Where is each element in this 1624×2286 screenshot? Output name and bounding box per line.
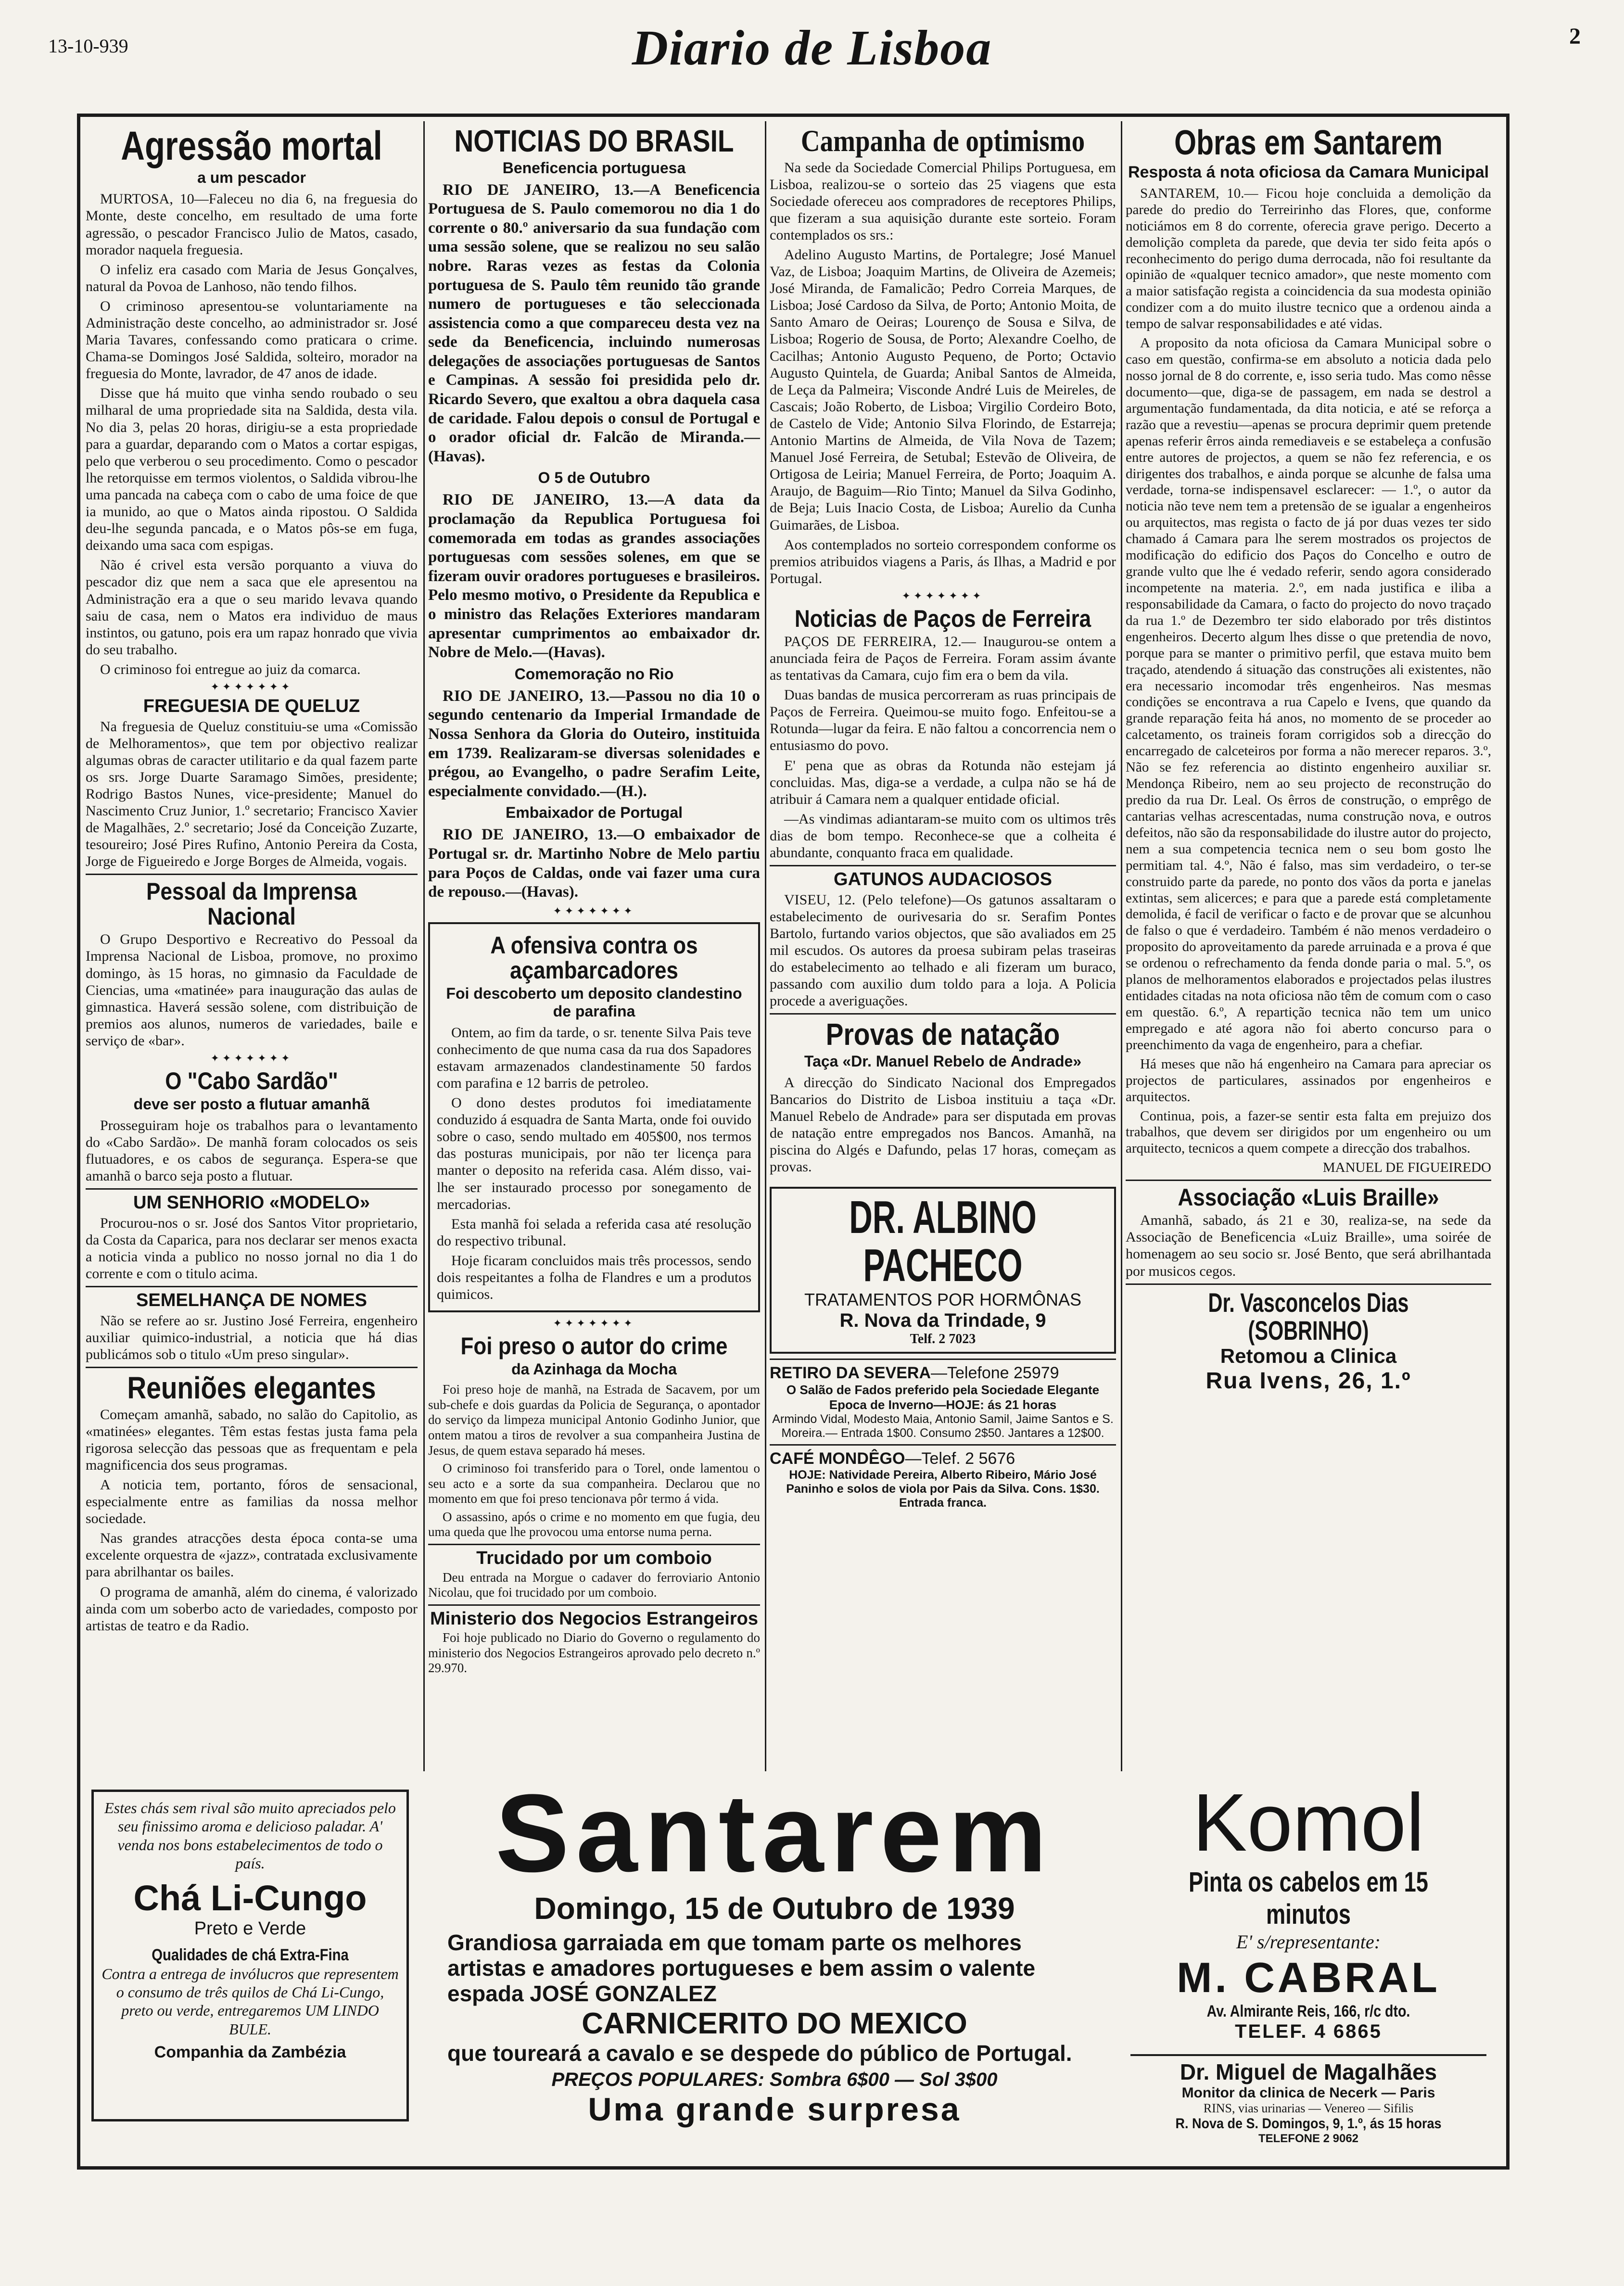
paragraph: Esta manhã foi selada a referida casa até resolução do respectivo tribunal. xyxy=(437,1216,751,1249)
headline: FREGUESIA DE QUELUZ xyxy=(143,696,360,716)
column-rule xyxy=(1121,121,1122,1771)
column-2 xyxy=(428,121,760,1805)
headline: GATUNOS AUDACIOSOS xyxy=(834,869,1052,890)
ad-line: E' s/representante: xyxy=(1236,1930,1381,1953)
ad-albino-pacheco xyxy=(770,1187,1116,1354)
paragraph: Continua, pois, a fazer-se sentir esta falta em prejuizo dos trabalhos, que devem ser dirigidos por um engenheiro ou um arquitecto, tecnicos a quem compete a direcção dos trabalhos. xyxy=(1126,1108,1491,1156)
paragraph: O infeliz era casado com Maria de Jesus Gonçalves, natural da Povoa de Lanhoso, não tendo filhos. xyxy=(86,261,418,294)
paragraph: PAÇOS DE FERREIRA, 12.— Inaugurou-se ontem a anunciada feira de Paços de Ferreira. Foram assim ávante as tentativas da Camara, cujo fim era o bem da vila. xyxy=(770,633,1116,684)
headline: Ministerio dos Negocios Estrangeiros xyxy=(430,1608,759,1629)
subheadline: Beneficencia portuguesa xyxy=(502,159,686,177)
ad-line: HOJE: Natividade Pereira, Alberto Ribeiro, Mário José Paninho e solos de viola por Pais da Silva. Cons. 1$30. Entrada franca. xyxy=(786,1468,1100,1510)
page-number: 2 xyxy=(1569,24,1581,49)
subheadline: Foi descoberto um deposito clandestino de parafina xyxy=(446,984,742,1020)
ad-headline: Dr. Miguel de Magalhães xyxy=(1180,2059,1437,2084)
headline: Pessoal da Imprensa Nacional xyxy=(146,878,357,930)
ad-line: RINS, vias urinarias — Venereo — Sifilis xyxy=(1203,2101,1414,2115)
ad-santarem-garraiada xyxy=(433,1775,1116,2160)
headline: Agressão mortal xyxy=(121,123,382,168)
newspaper-title: Diario de Lisboa xyxy=(632,20,992,76)
article-braille xyxy=(1126,1185,1491,1279)
ad-line: Contra a entrega de invólucros que representem o consumo de três quilos de Chá Li-Cungo, preto ou verde, entregaremos UM LINDO BULE. xyxy=(102,1965,399,2038)
ad-retiro-severa xyxy=(770,1364,1116,1440)
paragraph: Nas grandes atracções desta época conta-se uma excelente orquestra de «jazz», contratada exclusivamente para abrilhantar os bailes. xyxy=(86,1530,418,1580)
headline: Foi preso o autor do crime xyxy=(460,1333,728,1360)
article-ofensiva xyxy=(428,922,760,1313)
divider xyxy=(86,1188,418,1190)
ad-headline: Santarem xyxy=(495,1775,1054,1895)
paragraph: O programa de amanhã, além do cinema, é valorizado ainda com um soberbo acto de variedades, composto por artistas de teatro e da Radio. xyxy=(86,1584,418,1634)
article-ministerio xyxy=(428,1610,760,1676)
headline: Associação «Luis Braille» xyxy=(1178,1184,1439,1211)
paragraph: Começam amanhã, sabado, no salão do Capitolio, as «matinées» elegantes. Têm estas festas justa fama pela rigorosa selecção das pessoas que as frequentam e pela magnificencia dos seus programas. xyxy=(86,1406,418,1473)
column-3 xyxy=(770,121,1116,1805)
article-reunioes xyxy=(86,1372,418,1634)
ad-prices: PREÇOS POPULARES: Sombra 6$00 — Sol 3$00 xyxy=(551,2069,998,2090)
paragraph: A noticia tem, portanto, fóros de sensacional, especialmente entre as familias da nossa melhor sociedade. xyxy=(86,1476,418,1527)
signature: MANUEL DE FIGUEIREDO xyxy=(1322,1160,1491,1176)
paragraph: Aos contemplados no sorteio correspondem conforme os premios atribuidos viagens a Paris, ás Ilhas, a Madrid e por Portugal. xyxy=(770,536,1116,586)
paragraph: MURTOSA, 10—Faleceu no dia 6, na freguesia do Monte, deste concelho, em resultado de uma forte agressão, o pescador Francisco Julio de Matos, casado, morador naquela freguesia. xyxy=(86,191,418,258)
divider xyxy=(770,1444,1116,1446)
article-queluz xyxy=(86,697,418,870)
paragraph: Hoje ficaram concluidos mais três processos, sendo dois respeitantes a folha de Flandres e um a produtos quimicos. xyxy=(437,1252,751,1303)
divider xyxy=(1126,1180,1491,1181)
divider xyxy=(86,874,418,875)
article-obras xyxy=(1126,125,1491,1176)
ad-agent: M. CABRAL xyxy=(1177,1953,1440,2001)
headline: NOTICIAS DO BRASIL xyxy=(454,124,734,158)
headline: Provas de natação xyxy=(825,1017,1060,1052)
paragraph: Procurou-nos o sr. José dos Santos Vitor proprietario, da Costa da Caparica, para nos declarar ser menos exacta a noticia vinda a publico no nosso jornal no dia 1 do corrente e com o titulo acima. xyxy=(86,1215,418,1282)
article-gatunos xyxy=(770,870,1116,1009)
divider xyxy=(770,1359,1116,1360)
column-rule xyxy=(765,121,766,1771)
ad-phone: —Telefone 25979 xyxy=(931,1364,1059,1383)
ornament-divider: ✦✦✦✦✦✦✦ xyxy=(210,680,293,693)
ad-line: Qualidades de chá Extra-Fina xyxy=(152,1945,349,1964)
paragraph: Na sede da Sociedade Comercial Philips Portuguesa, em Lisboa, realizou-se o sorteio das 25 viagens que esta Sociedade ofereceu aos compradores de receptores Philips, que fizeram a sua aquisição durante este sorteio. Foram contemplados os srs.: xyxy=(770,159,1116,243)
headline: Reuniões elegantes xyxy=(127,1371,376,1406)
paragraph: A proposito da nota oficiosa da Camara Municipal sobre o caso em questão, confirma-se em absoluto a noticia dada pelo nosso jornal de 8 do corrente, e, isso seria tudo. Mas como nêsse documento—que, diga-se de passagem, em nada se destrol a argumentação fundamentada, da dita noticia, e até se reforça a razão que a revestiu—apenas se procura deprimir quem pretende apenas referir êrros ainda remediaveis e se estabeleça a confusão entre autores de projectos, a quem se não fez referencia, e os dirigentes dos trabalhos, e ainda porque se alcunhe de falsa uma verdade, torna-se indispensavel esclarecer: — 1.º, o autor da noticia não teve nem tem a pretensão de se igualar a engenheiros ou arquitectos, mas regista o facto de já por duas vezes ter sido chamado á Camara para lhe serem mostrados os projectos de modificação do edificio dos Paços do Concelho e outro de grande vulto que lhe é vedado referir, sendo agora considerado incompetente na materia. 2.º, em nada justifica e iliba a responsabilidade da Camara, o facto do projecto do novo traçado da rua 1.º de Dezembro ter sido elaborado por três distintos engenheiros. Decerto algum lhes disse o que pretendia de novo, porque para se manter o primitivo perfil, que estava muito bem traçado, atendendo á situação das construções ali existentes, não era necessario incomodar três engenheiros. Nas mesmas condições se encontrava a rua Capelo e Ivens, que quando da grande reparação feita há anos, no momento de se proceder ao calcetamento, os traineis foram corrigidos sob a direcção do encarregado de calceteiros por forma a não merecer reparos. 3.º, Não se fez referencia ao distinto engenheiro auxiliar sr. Mendonça Ribeiro, nem ao seu projecto de reconstrução do predio da rua Dr. Leal. Os êrros de construção, o emprêgo de cantarias velhas acrescentadas, numa construção nova, e outros defeitos, não são da responsabilidade do ilustre autor do projecto, nem a sua competencia tecnica nem o seu bom gosto lhe permitiam tal. 4.º, Não é falso, mas sim verdadeiro, o ter-se construido parte da parede, no ponto dos vãos da porta e janelas extintas, sem alicerces; e para que a parede está completamente demolida, é facil de verificar o facto e de provar que se alcunhou de falso o que é verdadeiro. Também é não menos verdadeiro o proposito do aproveitamento da parede arruinada e a prova é que se ordenou o refrechamento da fenda donde paria o mal. 5.º, os planos de melhoramentos elaborados e projectados pelas ilustres entidades citadas na nota oficiosa não têm de comum com o caso em questão. 6.º, A repartição tecnica não tem um unico empregado e até agora não foi aberto concurso para o preenchimento da vaga de engenheiro, para a chefiar. xyxy=(1126,335,1491,1053)
paragraph: Adelino Augusto Martins, de Portalegre; José Manuel Vaz, de Lisboa; Joaquim Martins, de Oliveira de Azemeis; José Miranda, de Famalicão; Pedro Correia Marques, de Lisboa; José Cardoso da Silva, de Porto; Antonio Moita, de Santo Amaro de Oeiras; Lourenço de Sousa e Silva, de Lisboa; Rogerio de Sousa, de Porto; Alexandre Coelho, de Cacilhas; Antonio Augusto Pequeno, de Porto; Octavio Augusto Quintela, de Guarda; Anibal Santos de Almeida, de Leça da Palmeira; Visconde André Luis de Meireles, de Cascais; João Roberto, de Lisboa; Virgilio Cordeiro Boto, de Castelo de Vide; Antonio Silva Florindo, de Estarreja; Antonio Martins de Almeida, de Vila Nova de Tazem; Manuel José Ferreira, de Setubal; Estevão de Oliveira, de Ortigosa de Leiria; Manuel Ferreira, de Porto; Joaquim A. Araujo, de Baguim—Rio Tinto; Manuel da Silva Godinho, de Beja; Luis Inacio Costa, de Lisboa; Aurelio da Cunha Guimarães, de Lisboa. xyxy=(770,247,1116,533)
paragraph: Na freguesia de Queluz constituiu-se uma «Comissão de Melhoramentos», que tem por objectivo realizar algumas obras de caracter utilitario e da qual fazem parte os srs. Jorge Duarte Saramago Simões, presidente; Rodrigo Bastos Nunes, vice-presidente; Manuel do Nascimento Cruz Junior, 1.º secretario; Francisco Xavier de Magalhães, 2.º secretario; José da Conceição Zuzarte, tesoureiro; José Pires Rufino, Antonio Pereira da Costa, Jorge de Figueiredo e Jorge Borges de Almeida, vogais. xyxy=(86,718,418,870)
ad-phone: TELEFONE 2 9062 xyxy=(1258,2132,1359,2145)
paragraph: Deu entrada na Morgue o cadaver do ferroviario Antonio Nicolau, que foi trucidado por um comboio. xyxy=(428,1570,760,1600)
ornament-divider: ✦✦✦✦✦✦✦ xyxy=(901,589,984,602)
article-campanha xyxy=(770,125,1116,587)
subheadline: Resposta á nota oficiosa da Camara Municipal xyxy=(1128,163,1489,181)
ad-address: Rua Ivens, 26, 1.º xyxy=(1205,1368,1411,1394)
ad-brand: Komol xyxy=(1193,1780,1424,1868)
ornament-divider: ✦✦✦✦✦✦✦ xyxy=(210,1052,293,1064)
paragraph: E' pena que as obras da Rotunda não estejam já concluidas. Mas, diga-se a verdade, a culpa não se há de atribuir á Camara nem a qualquer entidade oficial. xyxy=(770,757,1116,807)
headline: A ofensiva contra os açambarcadores xyxy=(490,931,698,984)
ad-date: Domingo, 15 de Outubro de 1939 xyxy=(534,1891,1015,1926)
headline: Noticias de Paços de Ferreira xyxy=(794,605,1091,632)
ad-line: Estes chás sem rival são muito apreciados pelo seu finissimo aroma e delicioso paladar. A' venda nos bons estabelecimentos de todo o país. xyxy=(104,1799,396,1872)
ad-line: Uma grande surpresa xyxy=(588,2091,961,2128)
paragraph: —As vindimas adiantaram-se muito com os ultimos três dias de bom tempo. Reconhece-se que a colheita é abundante, conquanto fraca em qualidade. xyxy=(770,811,1116,861)
paragraph: O dono destes produtos foi imediatamente conduzido á esquadra de Santa Marta, onde foi ouvido sobre o caso, sendo multado em 405$00, nos termos das posturas municipais, por não ter licença para manter o deposito na referida casa. Além disso, vai-lhe ser instaurado processo por sonegamento de mercadorias. xyxy=(437,1095,751,1212)
ad-company: Companhia da Zambézia xyxy=(154,2043,346,2062)
subheadline: O 5 de Outubro xyxy=(538,469,650,487)
column-1 xyxy=(86,121,418,1766)
ad-line: Grandiosa garraiada em que tomam parte os melhores artistas e amadores portugueses e bem assim o valente espada JOSÉ GONZALEZ xyxy=(447,1930,1036,2006)
subheadline: a um pescador xyxy=(197,169,306,187)
paragraph: Foi hoje publicado no Diario do Governo o regulamento do ministerio dos Negocios Estrangeiros aprovado pelo decreto n.º 29.970. xyxy=(428,1630,760,1676)
paragraph: RIO DE JANEIRO, 13.—O embaixador de Portugal sr. dr. Martinho Nobre de Melo partiu para Poços de Caldas, onde vai fazer uma cura de repouso.—(Havas). xyxy=(428,826,760,901)
ad-line: O Salão de Fados preferido pela Sociedade Elegante xyxy=(786,1383,1100,1397)
ad-address: R. Nova de S. Domingos, 9, 1.º, ás 15 horas xyxy=(1175,2116,1442,2132)
subheadline: Comemoração no Rio xyxy=(514,665,674,683)
ad-address: Av. Almirante Reis, 166, r/c dto. xyxy=(1206,2002,1410,2020)
article-natacao xyxy=(770,1018,1116,1175)
paragraph: Há meses que não há engenheiro na Camara para apreciar os projectos de particulares, assinados por engenheiros e arquitectos. xyxy=(1126,1056,1491,1105)
column-rule xyxy=(423,121,425,1771)
paragraph: Duas bandas de musica percorreram as ruas principais de Paços de Ferreira. Queimou-se muito fogo. Enfeitou-se a Rotunda—lugar da feira. E não faltou a concorrencia nem o entusiasmo do povo. xyxy=(770,687,1116,754)
ad-headline: RETIRO DA SEVERA xyxy=(770,1364,931,1383)
ad-phone: TELEF. 4 6865 xyxy=(1235,2020,1382,2042)
headline: Campanha de optimismo xyxy=(800,124,1085,158)
ad-komol xyxy=(1130,1780,1486,2049)
paragraph: SANTAREM, 10.— Ficou hoje concluida a demolição da parede do predio do Terreirinho das Flores, que, conforme noticiámos em 8 do corrente, oferecia grave perigo. Decerto a demolição completa da parede, que devia ter sido feita após o reconhecimento do perigo duma derrocada, não foi resultante da opinião de «qualquer tecnico amador», que neste momento com a maior satisfação regista a coincidencia da sua modesta opinião condizer com a do muito ilustre tecnico que a ordenou ainda a tempo de salvar responsabilidades e até vidas. xyxy=(1126,185,1491,332)
issue-date: 13-10-939 xyxy=(48,35,128,57)
ad-line: Epoca de Inverno—HOJE: ás 21 horas xyxy=(829,1397,1057,1412)
headline: UM SENHORIO «MODELO» xyxy=(133,1193,370,1213)
ad-line: que toureará a cavalo e se despede do público de Portugal. xyxy=(447,2040,1072,2066)
paragraph: VISEU, 12. (Pelo telefone)—Os gatunos assaltaram o estabelecimento de ourivesaria do sr. Serafim Pontes Bartolo, furtando varios objectos, que são avaliados em 25 mil escudos. Os autores da proesa subiram pelas traseiras do estabelecimento ao telhado e ali fizeram um buraco, passando com auxilio dum toldo para a loja. A Policia procede a averiguações. xyxy=(770,891,1116,1009)
divider xyxy=(86,1367,418,1368)
ad-headline: DR. ALBINO PACHECO xyxy=(849,1192,1037,1292)
ad-miguel-magalhaes xyxy=(1130,2054,1486,2162)
paragraph: O criminoso foi transferido para o Torel, onde lamentou o seu acto e a sorte da sua companheira. Declarou que no momento em que foi preso tencionava pôr termo á vida. xyxy=(428,1461,760,1506)
paragraph: Não é crivel esta versão porquanto a viuva do pescador diz que nem a saca que ele apresentou na Administração era a que o seu marido levava quando saiu de casa, nem o Matos era individuo de maus instintos, ou gatuno, pois era um rapaz honrado que vivia do seu trabalho. xyxy=(86,557,418,658)
divider xyxy=(86,1286,418,1287)
paragraph: A direcção do Sindicato Nacional dos Empregados Bancarios do Distrito de Lisboa instituiu a taça «Dr. Manuel Rebelo de Andrade» para ser disputada em provas de natação entre empregados nos Bancos. Amanhã, na piscina do Algés e Dafundo, pelas 17 horas, começam as provas. xyxy=(770,1074,1116,1175)
ad-address: R. Nova da Trindade, 9 xyxy=(839,1310,1046,1332)
ad-headline: Dr. Vasconcelos Dias (SOBRINHO) xyxy=(1208,1287,1409,1346)
paragraph: RIO DE JANEIRO, 13.—Passou no dia 10 o segundo centenario da Imperial Irmandade de Nossa Senhora da Gloria do Outeiro, instituida em 1739. Realizaram-se diversas solenidades e prégou, ao Evangelho, o padre Serafim Leite, especialmente convidado.—(H.). xyxy=(428,687,760,800)
paragraph: RIO DE JANEIRO, 13.—A data da proclamação da Republica Portuguesa foi comemorada em todas as grandes associações portuguesas com sessões solenes, em que se fizeram ouvir oradores portugueses e brasileiros. Pelo mesmo motivo, o Presidente da Republica e o ministro das Relações Exteriores mandaram apresentar cumprimentos ao embaixador dr. Nobre de Melo.—(Havas). xyxy=(428,491,760,661)
subheadline: Taça «Dr. Manuel Rebelo de Andrade» xyxy=(804,1052,1082,1070)
column-4 xyxy=(1126,121,1491,1766)
article-imprensa xyxy=(86,879,418,1049)
ad-line: Retomou a Clinica xyxy=(1220,1345,1397,1368)
ad-cha-li-cungo xyxy=(91,1790,409,2121)
paragraph: O Grupo Desportivo e Recreativo do Pessoal da Imprensa Nacional de Lisboa, promove, no proximo domingo, às 15 horas, no gimnasio da Faculdade de Ciencias, uma «matinée» para inauguração das aulas de gimnastica. Haverá sessão solene, com distribuição de premios aos alunos, numeros de variedades, baile e serviço de «bar». xyxy=(86,931,418,1049)
paragraph: Não se refere ao sr. Justino José Ferreira, engenheiro auxiliar quimico-industrial, a noticia que há dias publicámos sob o titulo «Um preso singular». xyxy=(86,1312,418,1362)
subheadline: da Azinhaga da Mocha xyxy=(511,1360,677,1378)
ad-line: Armindo Vidal, Modesto Maia, Antonio Samil, Jaime Santos e S. Moreira.— Entrada 1$00. Consumo 2$50. Jantares a 12$00. xyxy=(772,1412,1114,1440)
ornament-divider: ✦✦✦✦✦✦✦ xyxy=(553,1317,635,1330)
paragraph: O criminoso apresentou-se voluntariamente na Administração deste concelho, ao administrador sr. José Maria Tavares, confessando como praticara o crime. Chama-se Domingos José Saldida, solteiro, morador na freguesia do Monte, lavrador, de 47 anos de idade. xyxy=(86,298,418,382)
paragraph: Ontem, ao fim da tarde, o sr. tenente Silva Pais teve conhecimento de que numa casa da rua dos Sapadores estavam armazenados clandestinamente 50 fardos com parafina e 12 barris de petroleo. xyxy=(437,1024,751,1092)
ad-brand: Chá Li-Cungo xyxy=(133,1878,367,1918)
paragraph: RIO DE JANEIRO, 13.—A Beneficencia Portuguesa de S. Paulo comemorou no dia 1 do corrente o 80.º aniversario da sua fundação com uma sessão solene, que se realizou no seu salão nobre. Raras vezes as festas da Colonia portuguesa de S. Paulo têm reunido tão grande numero de portugueses e tão seleccionada assistencia como a que compareceu desta vez na sede da Beneficencia, incluindo numerosas delegações de associações portuguesas de Santos e Campinas. A sessão foi presidida pelo dr. Ricardo Severo, que exaltou a obra daquela casa de caridade. Falou depois o consul de Portugal e o orador oficial dr. Falcão de Miranda.—(Havas). xyxy=(428,181,760,465)
ad-cafe-mondego xyxy=(770,1449,1116,1510)
article-semelhanca xyxy=(86,1291,418,1363)
headline: SEMELHANÇA DE NOMES xyxy=(136,1290,367,1311)
headline: Trucidado por um comboio xyxy=(476,1548,712,1569)
ad-line: TRATAMENTOS POR HORMÔNAS xyxy=(804,1290,1082,1310)
ad-vasconcelos-dias xyxy=(1126,1289,1491,1394)
paragraph: Foi preso hoje de manhã, na Estrada de Sacavem, por um sub-chefe e dois guardas da Policia de Segurança, o apontador do serviço da limpeza municipal Antonio Godinho Junior, que ontem matou a tiros de revolver a sua companheira Justina de Jesus, de quem estava separado há meses. xyxy=(428,1382,760,1458)
subheadline: deve ser posto a flutuar amanhã xyxy=(133,1095,370,1113)
paragraph: Disse que há muito que vinha sendo roubado o seu milharal de uma propriedade sita na Saldida, desta vila. No dia 3, pelas 20 horas, dirigiu-se a esta propriedade para a guardar, deparando com o Matos a cortar espigas, pelo que verberou o seu procedimento. Como o pescador lhe retorquisse em termos violentos, o Saldida vibrou-lhe uma pancada na cabeça com o cabo de uma foice de que ia munido, ao que o Matos ainda ripostou. O Saldida deu-lhe segunda pancada, e o Matos pôs-se em fuga, deixando uma saca com espigas. xyxy=(86,385,418,554)
article-cabo-sardao xyxy=(86,1068,418,1184)
article-preso xyxy=(428,1334,760,1540)
headline: O "Cabo Sardão" xyxy=(165,1067,338,1094)
divider xyxy=(770,865,1116,866)
divider xyxy=(1126,1283,1491,1285)
headline: Obras em Santarem xyxy=(1174,124,1443,162)
divider xyxy=(428,1544,760,1545)
article-brasil xyxy=(428,125,760,902)
ad-phone: Telf. 2 7023 xyxy=(910,1332,976,1347)
paragraph: Prosseguiram hoje os trabalhos para o levantamento do «Cabo Sardão». De manhã foram colocados os seis flutuadores, e os cabos de segurança. Espera-se que amanhã o barco seja posto a flutuar. xyxy=(86,1118,418,1184)
subheadline: Embaixador de Portugal xyxy=(505,804,683,822)
ad-phone: —Telef. 2 5676 xyxy=(905,1449,1015,1468)
divider xyxy=(428,1604,760,1606)
ad-line: Monitor da clinica de Necerk — Paris xyxy=(1181,2085,1435,2101)
article-senhorio xyxy=(86,1194,418,1282)
article-agressao xyxy=(86,125,418,678)
divider xyxy=(770,1013,1116,1015)
ad-subtitle: Preto e Verde xyxy=(194,1918,306,1939)
ad-line: CARNICERITO DO MEXICO xyxy=(582,2007,967,2040)
ad-headline: CAFÉ MONDÊGO xyxy=(770,1449,905,1468)
paragraph: Amanhã, sabado, ás 21 e 30, realiza-se, na sede da Associação de Beneficencia «Luiz Braille», uma soirée de homenagem ao seu socio sr. José Bento, que será abrilhantada por musicos cegos. xyxy=(1126,1212,1491,1279)
ornament-divider: ✦✦✦✦✦✦✦ xyxy=(553,904,635,917)
ad-line: Pinta os cabelos em 15 minutos xyxy=(1189,1866,1428,1930)
paragraph: O assassino, após o crime e no momento em que fugia, deu uma queda que lhe provocou uma entorse numa perna. xyxy=(428,1509,760,1539)
article-pacos xyxy=(770,606,1116,861)
article-trucidado xyxy=(428,1549,760,1600)
paragraph: O criminoso foi entregue ao juiz da comarca. xyxy=(100,661,361,677)
